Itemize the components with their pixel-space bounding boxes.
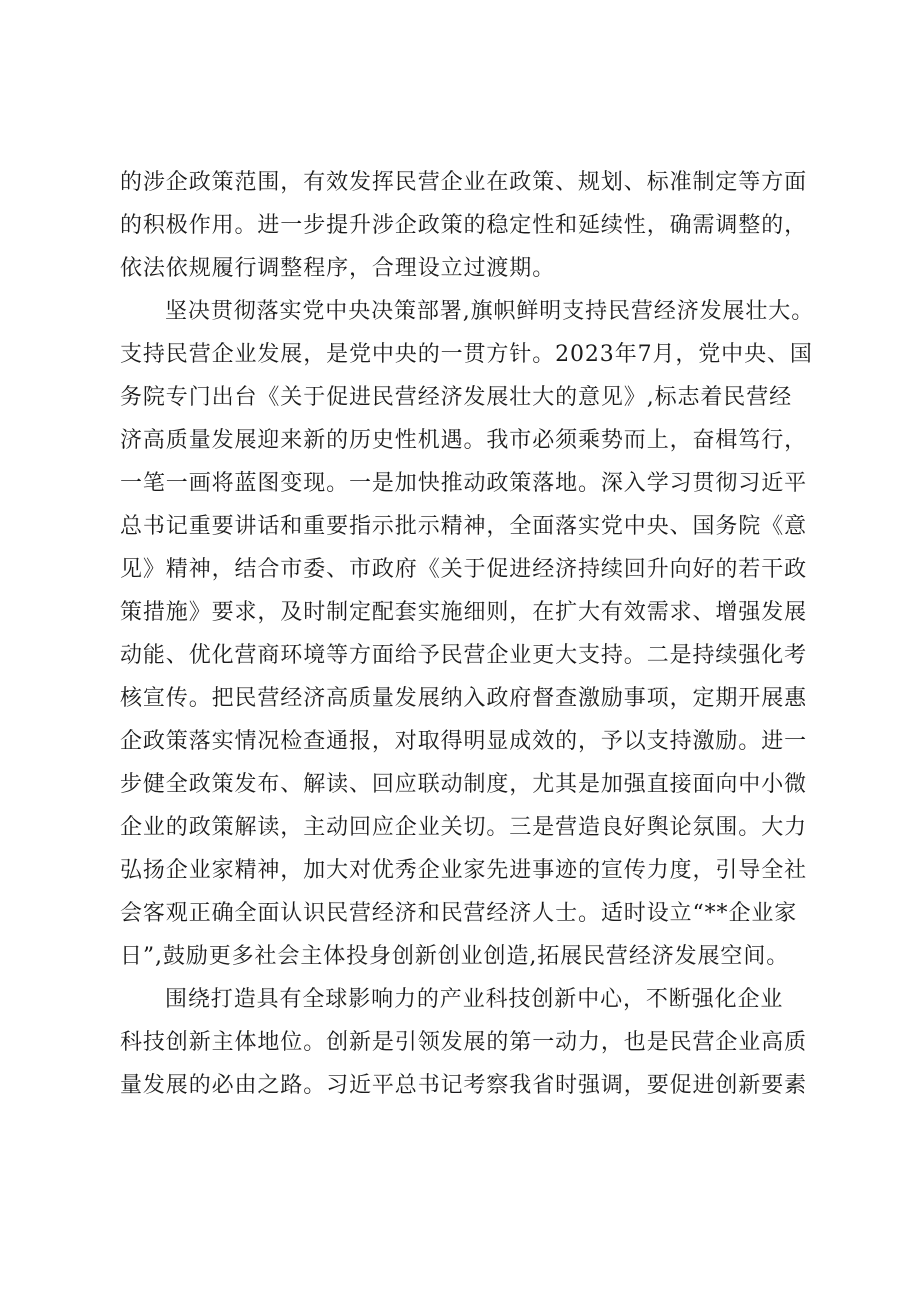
paragraph-2-line-12: 步健全政策发布、解读、回应联动制度，尤其是加强直接面向中小微 xyxy=(120,772,808,797)
paragraph-2-line-7: 见》精神，结合市委、市政府《关于促进经济持续回升向好的若干政 xyxy=(120,557,808,582)
paragraph-1-line-3: 依法依规履行调整程序，合理设立过渡期。 xyxy=(120,256,556,281)
paragraph-2-line-5: 一笔一画将蓝图变现。一是加快推动政策落地。深入学习贯彻习近平 xyxy=(120,471,808,496)
paragraph-2-line-3: 务院专门出台《关于促进民营经济发展壮大的意见》,标志着民营经 xyxy=(120,385,792,410)
paragraph-2-line-9: 动能、优化营商环境等方面给予民营企业更大支持。二是持续强化考 xyxy=(120,643,808,668)
paragraph-3-line-2: 科技创新主体地位。创新是引领发展的第一动力，也是民营企业高质 xyxy=(120,1030,808,1055)
paragraph-2-line-13: 企业的政策解读，主动回应企业关切。三是营造良好舆论氛围。大力 xyxy=(120,815,808,840)
paragraph-2-line-16: 日”,鼓励更多社会主体投身创新创业创造,拓展民营经济发展空间。 xyxy=(120,944,790,969)
paragraph-3-line-1: 围绕打造具有全球影响力的产业科技创新中心，不断强化企业 xyxy=(165,987,784,1012)
paragraph-2-line-15: 会客观正确全面认识民营经济和民营经济人士。适时设立“**企业家 xyxy=(120,901,798,926)
paragraph-2-line-2: 支持民营企业发展，是党中央的一贯方针。2023年7月，党中央、国 xyxy=(120,342,813,367)
paragraph-2-line-1: 坚决贯彻落实党中央决策部署,旗帜鲜明支持民营经济发展壮大。 xyxy=(165,299,815,324)
paragraph-2-line-6: 总书记重要讲话和重要指示批示精神，全面落实党中央、国务院《意 xyxy=(120,514,808,539)
paragraph-2-line-8: 策措施》要求，及时制定配套实施细则，在扩大有效需求、增强发展 xyxy=(120,600,808,625)
paragraph-1-line-2: 的积极作用。进一步提升涉企政策的稳定性和延续性，确需调整的， xyxy=(120,213,808,238)
paragraph-3-line-3: 量发展的必由之路。习近平总书记考察我省时强调，要促进创新要素 xyxy=(120,1073,808,1098)
paragraph-2-line-14: 弘扬企业家精神，加大对优秀企业家先进事迹的宣传力度，引导全社 xyxy=(120,858,808,883)
paragraph-2-line-10: 核宣传。把民营经济高质量发展纳入政府督查激励事项，定期开展惠 xyxy=(120,686,808,711)
paragraph-1-line-1: 的涉企政策范围，有效发挥民营企业在政策、规划、标准制定等方面 xyxy=(120,170,808,195)
paragraph-2-line-11: 企政策落实情况检查通报，对取得明显成效的，予以支持激励。进一 xyxy=(120,729,808,754)
paragraph-2-line-4: 济高质量发展迎来新的历史性机遇。我市必须乘势而上，奋楫笃行， xyxy=(120,428,808,453)
